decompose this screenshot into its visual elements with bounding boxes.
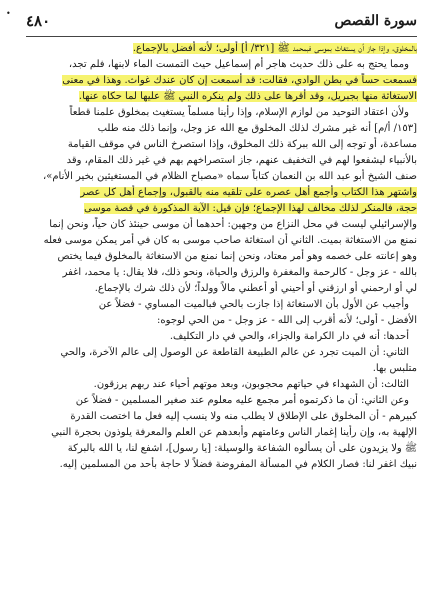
text-line — [26, 57, 417, 73]
highlighted-text: بالمخلوق، وإذا جاز أن يستغاث بموسى فبمحمد ﷺ [٣٢١/ أ] أولى؛ لأنه أفضل بالإجماع. — [132, 43, 417, 54]
text-line — [26, 105, 417, 121]
text-line — [26, 201, 417, 217]
line-text: الثاني: أن الميت تجرد عن عالم الطبيعة القاطعة عن الوصول إلى عالم الآخرة، والحي — [60, 347, 409, 358]
line-text: والإسرائيلي ليست في محل النزاع من وجهين: أحدهما أن موسى حينئذ كان حياً، ونحن إنما — [49, 219, 417, 230]
text-line — [26, 89, 417, 105]
text-line — [26, 137, 417, 153]
text-line — [26, 233, 417, 249]
line-text: وأجيب عن الأول بأن الاستغاثة إذا جازت بالحي فبالميت المساوي - فضلاً عن — [98, 299, 409, 310]
line-text: الأفضل - أولى؛ لأنه أقرب إلى الله - عز وجل - من الحي لوجوه: — [157, 315, 417, 326]
line-text: وعن الثاني: أن ما ذكرتموه أمر مجمع عليه معلوم عند صغير المسلمين - فضلاً عن — [75, 395, 409, 406]
line-text: كبيرهم - أن المخلوق على الإطلاق لا يطلب منه ولا ينسب إليه فعل ما اختصت القدرة — [70, 411, 417, 422]
highlighted-text: واشتهر هذا الكتاب وأجمع أهل عصره على تلقيه منه بالقبول، وإجماع أهل كل عصر — [80, 187, 417, 198]
line-text: مساعدة، أو توجه إلى الله ببركة ذلك المخلوق، وإذا استصرخ الناس في موقف القيامة — [67, 139, 417, 150]
line-text: نبيك اغفر لنا: فصار الكلام في المسألة المفروضة فضلاً لا حاجة بأحد من المسلمين إليه. — [59, 459, 417, 470]
line-text: الثالث: أن الشهداء في حياتهم محجوبون، وبعد موتهم أحياء عند ربهم يرزقون. — [93, 379, 409, 390]
highlighted-text: حجة، فالمنكر لذلك مخالف لهذا الإجماع؛ فإن قيل: الآية المذكورة في قصة موسى — [84, 203, 417, 214]
body-text — [26, 41, 417, 473]
text-line — [26, 265, 417, 281]
surah-title: سورة القصص — [334, 13, 417, 29]
page-corner-mark: • — [6, 9, 11, 18]
text-line — [26, 169, 417, 185]
text-line — [26, 217, 417, 233]
line-text: ومما يحتج به على ذلك حديث هاجر أم إسماعيل حيث التمست الماء لابنها، فلم تجد، — [68, 59, 409, 70]
line-text: ولأن اعتقاد التوحيد من لوازم الإسلام، وإذا رأينا مسلماً يستغيث بمخلوق علمنا قطعاً — [69, 107, 409, 118]
text-line — [26, 153, 417, 169]
line-text: صنف الشيخ أبو عبد الله بن النعمان كتاباً سماه «مصباح الظلام في المستغيثين بخير الأنام»، — [43, 171, 417, 182]
header-divider — [26, 36, 417, 37]
text-line — [26, 329, 417, 345]
text-line — [26, 281, 417, 297]
text-line — [26, 425, 417, 441]
page-number: ٤٨٠ — [26, 12, 51, 30]
text-line — [26, 185, 417, 201]
text-line — [26, 121, 417, 137]
text-line — [26, 313, 417, 329]
text-line — [26, 409, 417, 425]
line-text: أحدها: أنه في دار الكرامة والجزاء، والحي في دار التكليف. — [169, 331, 409, 342]
text-line — [26, 457, 417, 473]
text-line — [26, 73, 417, 89]
line-text: متلبس بها. — [372, 363, 417, 374]
text-line — [26, 297, 417, 313]
text-line — [26, 345, 417, 361]
line-text: لي أو ارحمني أو ارزقني أو أحيني أو أعطني مالاً وولداً؛ لأن ذلك شرك بالإجماع. — [94, 283, 417, 294]
highlighted-text: الاستغاثة منها بجبريل، وقد أقرها على ذلك ولم ينكره النبي ﷺ عليها لما حكاه عنها. — [78, 91, 417, 102]
line-text: ﷺ ولا يزيدون على أن يسألوه الشفاعة والوسيلة: [يا رسول]، اشفع لنا، يا الله بالبركة — [67, 443, 417, 454]
line-text: بالله - عز وجل - كالرحمة والمغفرة والرزق والحياة، ونحو ذلك، فلا يقال: يا محمد، اغفر — [62, 267, 417, 278]
line-text: الإلهية به، وإن رأينا إغمار الناس وعامتهم وأبعدهم عن العلم والمعرفة يلوذون بحجرة النبي — [51, 427, 417, 438]
line-text: وهو إعانته على خصمه وهو أمر معتاد، ونحن إنما نمنع من الاستغاثة بالمخلوق فيما يختص — [57, 251, 417, 262]
line-text: [١٥٣/ أ/م] أنه غير مشرك لذلك المخلوق مع الله عز وجل، وإنما ذلك منه طلب — [97, 123, 417, 134]
text-line — [26, 377, 417, 393]
text-line — [26, 41, 417, 57]
line-text: بالأنبياء ليشفعوا لهم في التخفيف عنهم، جاز استصراخهم بهم في غير ذلك المقام، وقد — [66, 155, 417, 166]
text-line — [26, 393, 417, 409]
line-text: نمنع من الاستغاثة بميت. الثاني أن استغاثة صاحب موسى به كان في أمر يمكن موسى فعله — [43, 235, 417, 246]
text-line — [26, 441, 417, 457]
page-header — [26, 8, 417, 34]
text-line — [26, 361, 417, 377]
text-line — [26, 249, 417, 265]
highlighted-text: فسمعت حساً في بطن الوادي، فقالت: قد أسمعت إن كان عندك غواث. وهذا في معنى — [62, 75, 417, 86]
